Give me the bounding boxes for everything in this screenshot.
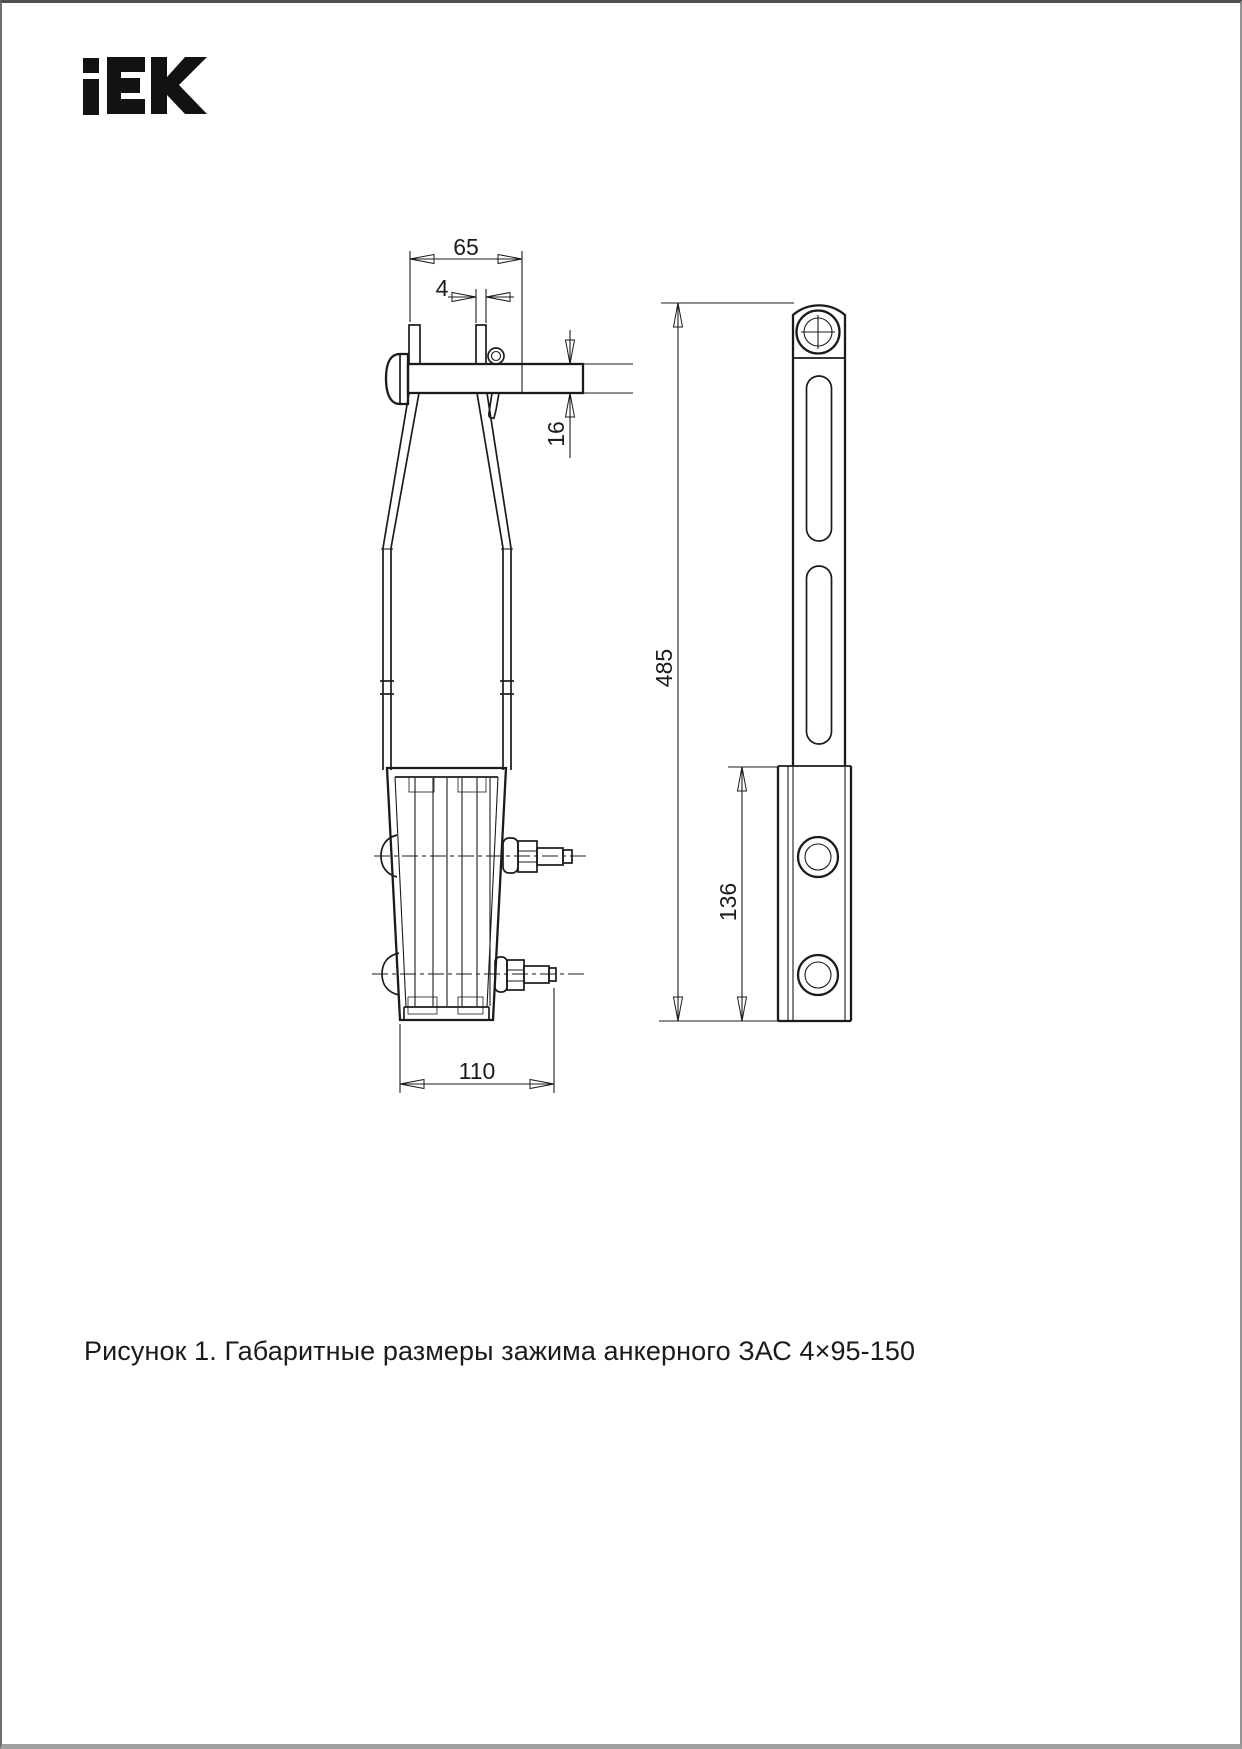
pin-bolt xyxy=(408,364,583,393)
dim-strap-thickness xyxy=(436,275,514,323)
dim-label-bottom-width: 110 xyxy=(458,1058,496,1084)
hatch-top-left xyxy=(409,777,434,792)
dim-label-overall-height: 485 xyxy=(651,648,677,688)
dim-label-bracket-height: 136 xyxy=(715,882,741,922)
dim-label-strap-thickness: 4 xyxy=(435,275,449,301)
bolt-hole-lower xyxy=(798,955,838,995)
side-view xyxy=(651,303,851,1021)
slot-lower xyxy=(807,566,832,744)
dim-bracket-height xyxy=(715,767,779,1021)
figure-caption: Рисунок 1. Габаритные размеры зажима анкерного ЗАС 4×95-150 xyxy=(84,1336,916,1366)
nut-lower xyxy=(507,960,524,990)
top-pin-assembly xyxy=(386,325,633,418)
slot-upper xyxy=(807,376,832,541)
cotter-pin-ring xyxy=(488,348,504,364)
strap-plate-right xyxy=(476,325,486,364)
conductor-lines xyxy=(415,778,490,1006)
dim-label-top-width: 65 xyxy=(453,234,479,260)
pin-head xyxy=(386,354,408,404)
wedge-housing xyxy=(387,768,506,1020)
dim-top-width xyxy=(410,234,522,392)
bolt-hole-upper xyxy=(798,837,838,877)
tension-bolt-middle xyxy=(374,835,590,877)
dim-label-pin-diameter: 16 xyxy=(543,421,569,447)
side-profile xyxy=(778,305,851,1021)
front-view xyxy=(372,234,633,1093)
clamp-legs xyxy=(380,393,514,770)
strap-plate-left xyxy=(409,325,420,364)
